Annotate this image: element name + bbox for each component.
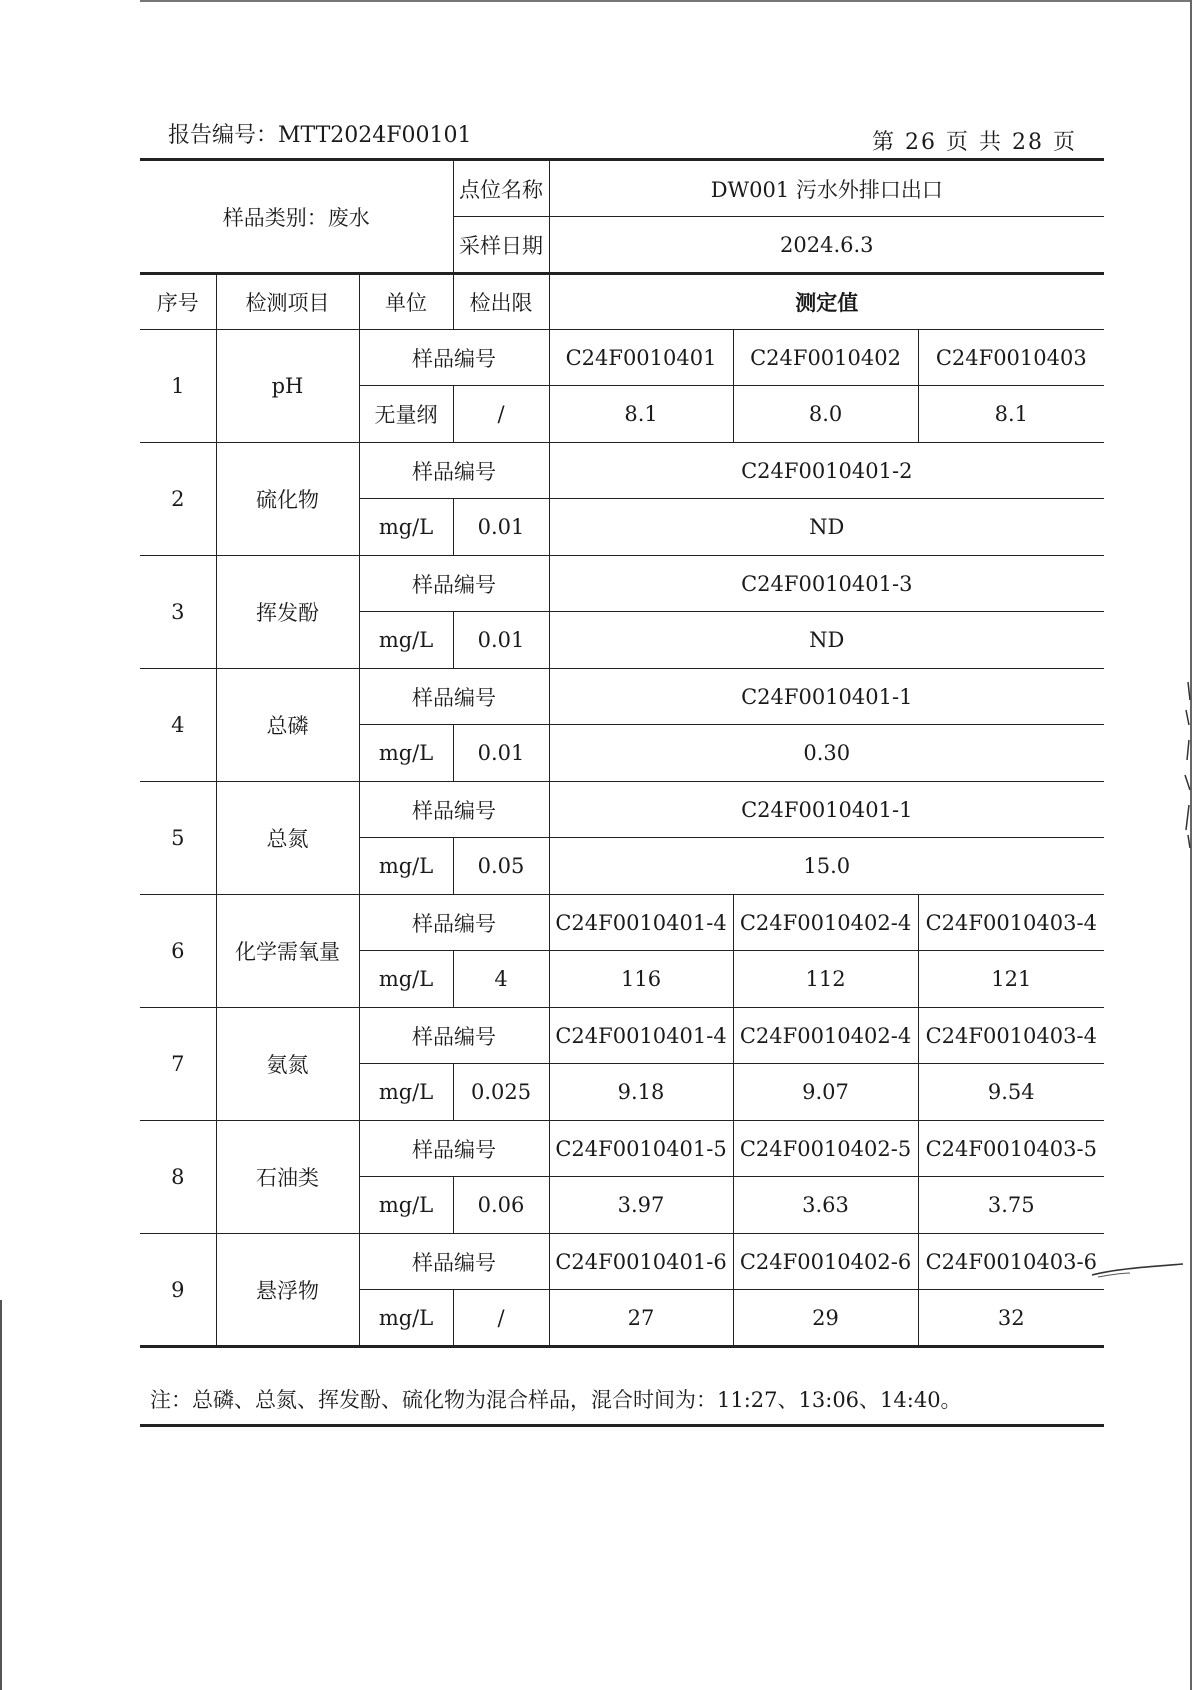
item-limit: 0.05 bbox=[453, 838, 549, 895]
item-seq: 8 bbox=[140, 1121, 216, 1234]
item-seq: 5 bbox=[140, 782, 216, 895]
item-unit: mg/L bbox=[359, 951, 453, 1008]
table-row bbox=[140, 1234, 1104, 1290]
measured-value: 8.0 bbox=[733, 386, 918, 443]
measured-value: 29 bbox=[733, 1290, 918, 1347]
sample-no: C24F0010401-1 bbox=[549, 669, 1104, 725]
measured-value: ND bbox=[549, 499, 1104, 556]
date-label: 采样日期 bbox=[453, 217, 549, 274]
site-label: 点位名称 bbox=[453, 160, 549, 217]
measured-value: ND bbox=[549, 612, 1104, 669]
item-unit: 无量纲 bbox=[359, 386, 453, 443]
measured-value: 3.97 bbox=[549, 1177, 733, 1234]
report-number: 报告编号：MTT2024F00101 bbox=[168, 123, 472, 148]
sample-no: C24F0010402-6 bbox=[733, 1234, 918, 1290]
item-name: 挥发酚 bbox=[216, 556, 359, 669]
item-limit: 0.06 bbox=[453, 1177, 549, 1234]
measured-value: 8.1 bbox=[549, 386, 733, 443]
item-limit: 0.025 bbox=[453, 1064, 549, 1121]
measured-value: 9.07 bbox=[733, 1064, 918, 1121]
sample-no: C24F0010401 bbox=[549, 330, 733, 386]
table-row bbox=[140, 895, 1104, 951]
sample-no: C24F0010402-5 bbox=[733, 1121, 918, 1177]
measured-value: 32 bbox=[918, 1290, 1104, 1347]
table-row bbox=[140, 1121, 1104, 1177]
table-row bbox=[140, 1008, 1104, 1064]
measured-value: 0.30 bbox=[549, 725, 1104, 782]
item-seq: 6 bbox=[140, 895, 216, 1008]
item-name: 氨氮 bbox=[216, 1008, 359, 1121]
sample-no: C24F0010402-4 bbox=[733, 895, 918, 951]
sample-no: C24F0010401-5 bbox=[549, 1121, 733, 1177]
margin-ink-marks bbox=[1183, 680, 1192, 850]
item-name: 悬浮物 bbox=[216, 1234, 359, 1347]
sample-no: C24F0010403-4 bbox=[918, 895, 1104, 951]
table-row bbox=[140, 782, 1104, 838]
scan-top-edge bbox=[140, 0, 1192, 2]
sample-no: C24F0010403 bbox=[918, 330, 1104, 386]
sample-no: C24F0010402-4 bbox=[733, 1008, 918, 1064]
pen-mark bbox=[1090, 1255, 1185, 1285]
measured-value: 27 bbox=[549, 1290, 733, 1347]
item-limit: 0.01 bbox=[453, 612, 549, 669]
sample-category: 样品类别：废水 bbox=[140, 160, 453, 274]
sample-no: C24F0010401-2 bbox=[549, 443, 1104, 499]
item-limit: 0.01 bbox=[453, 499, 549, 556]
sample-no: C24F0010401-4 bbox=[549, 1008, 733, 1064]
sample-no-label: 样品编号 bbox=[359, 1008, 549, 1064]
sample-no: C24F0010401-1 bbox=[549, 782, 1104, 838]
sample-no: C24F0010403-4 bbox=[918, 1008, 1104, 1064]
item-limit: 4 bbox=[453, 951, 549, 1008]
sample-no-label: 样品编号 bbox=[359, 669, 549, 725]
site-value: DW001 污水外排口出口 bbox=[549, 160, 1104, 217]
item-name: 化学需氧量 bbox=[216, 895, 359, 1008]
measured-value: 3.63 bbox=[733, 1177, 918, 1234]
col-header-value: 测定值 bbox=[549, 274, 1104, 330]
date-value: 2024.6.3 bbox=[549, 217, 1104, 274]
item-limit: 0.01 bbox=[453, 725, 549, 782]
table-row bbox=[140, 669, 1104, 725]
item-seq: 3 bbox=[140, 556, 216, 669]
item-seq: 7 bbox=[140, 1008, 216, 1121]
item-seq: 9 bbox=[140, 1234, 216, 1347]
item-seq: 2 bbox=[140, 443, 216, 556]
item-limit: / bbox=[453, 1290, 549, 1347]
item-name: 总磷 bbox=[216, 669, 359, 782]
table-row bbox=[140, 443, 1104, 499]
sample-no-label: 样品编号 bbox=[359, 443, 549, 499]
scan-left-edge bbox=[0, 1300, 2, 1690]
sample-no: C24F0010403-5 bbox=[918, 1121, 1104, 1177]
item-seq: 1 bbox=[140, 330, 216, 443]
item-unit: mg/L bbox=[359, 725, 453, 782]
col-header-seq: 序号 bbox=[140, 274, 216, 330]
sample-no: C24F0010401-6 bbox=[549, 1234, 733, 1290]
footnote: 注：总磷、总氮、挥发酚、硫化物为混合样品，混合时间为：11:27、13:06、14:40。 bbox=[150, 1388, 962, 1412]
item-unit: mg/L bbox=[359, 838, 453, 895]
measured-value: 8.1 bbox=[918, 386, 1104, 443]
sample-no: C24F0010403-6 bbox=[918, 1234, 1104, 1290]
measured-value: 15.0 bbox=[549, 838, 1104, 895]
item-unit: mg/L bbox=[359, 612, 453, 669]
sample-no: C24F0010401-4 bbox=[549, 895, 733, 951]
measured-value: 3.75 bbox=[918, 1177, 1104, 1234]
col-header-unit: 单位 bbox=[359, 274, 453, 330]
col-header-limit: 检出限 bbox=[453, 274, 549, 330]
measured-value: 112 bbox=[733, 951, 918, 1008]
item-name: 硫化物 bbox=[216, 443, 359, 556]
col-header-item: 检测项目 bbox=[216, 274, 359, 330]
sample-no: C24F0010402 bbox=[733, 330, 918, 386]
table-row bbox=[140, 556, 1104, 612]
item-unit: mg/L bbox=[359, 499, 453, 556]
page-info: 第 26 页 共 28 页 bbox=[872, 130, 1077, 155]
table-row bbox=[140, 330, 1104, 386]
item-name: 总氮 bbox=[216, 782, 359, 895]
sample-no-label: 样品编号 bbox=[359, 782, 549, 838]
measured-value: 9.18 bbox=[549, 1064, 733, 1121]
results-table bbox=[140, 158, 1104, 1348]
sample-no-label: 样品编号 bbox=[359, 1234, 549, 1290]
item-unit: mg/L bbox=[359, 1290, 453, 1347]
measured-value: 121 bbox=[918, 951, 1104, 1008]
sample-no-label: 样品编号 bbox=[359, 556, 549, 612]
sample-no-label: 样品编号 bbox=[359, 330, 549, 386]
sample-no-label: 样品编号 bbox=[359, 895, 549, 951]
measured-value: 116 bbox=[549, 951, 733, 1008]
item-name: pH bbox=[216, 330, 359, 443]
item-unit: mg/L bbox=[359, 1177, 453, 1234]
item-seq: 4 bbox=[140, 669, 216, 782]
item-limit: / bbox=[453, 386, 549, 443]
sample-no-label: 样品编号 bbox=[359, 1121, 549, 1177]
sample-no: C24F0010401-3 bbox=[549, 556, 1104, 612]
item-unit: mg/L bbox=[359, 1064, 453, 1121]
item-name: 石油类 bbox=[216, 1121, 359, 1234]
footnote-rule bbox=[140, 1424, 1104, 1427]
measured-value: 9.54 bbox=[918, 1064, 1104, 1121]
